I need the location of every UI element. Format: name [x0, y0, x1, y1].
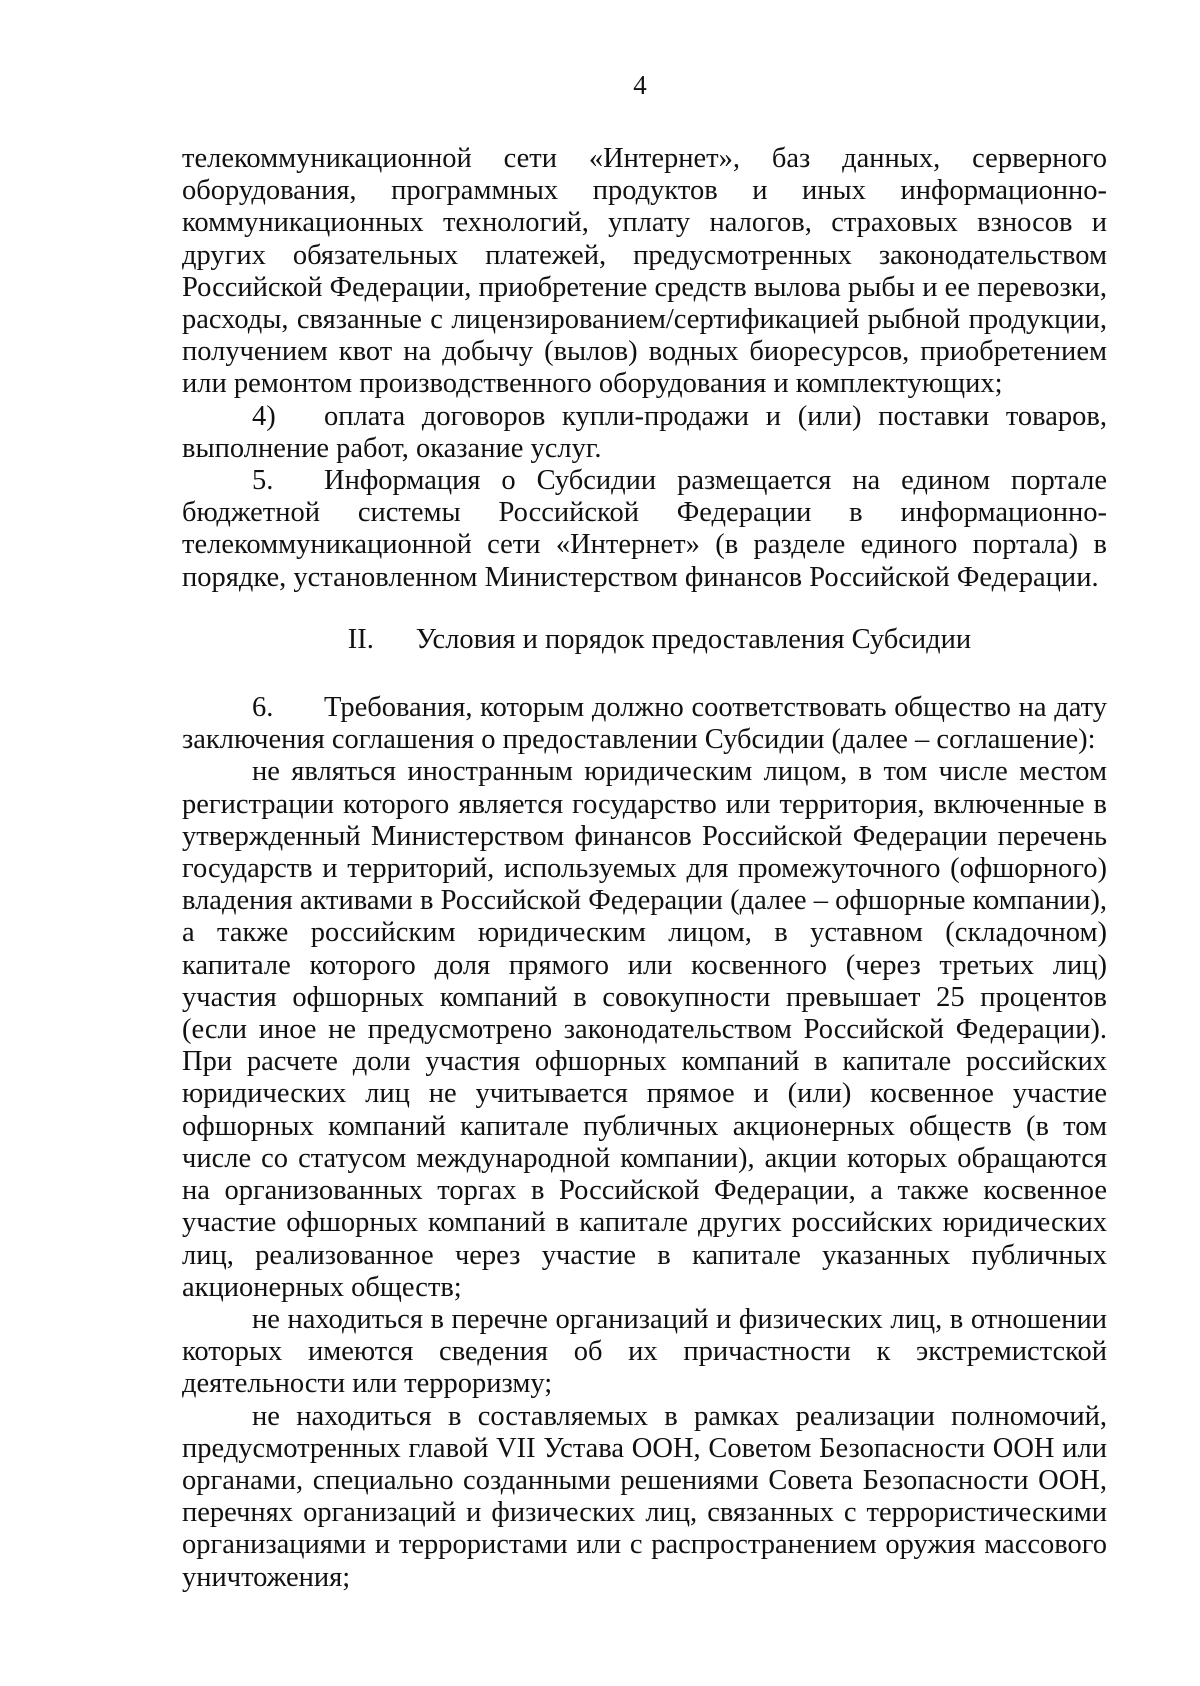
document-body	[182, 143, 1107, 1594]
item-number: 4)	[252, 400, 276, 432]
paragraph-item-4	[182, 401, 1107, 465]
paragraph-requirement-offshore: не являться иностранным юридическим лицом, в том числе местом регистрации которого является государство или территория, включенные в утвержденный Министерством финансов Российской Федерации перечень государств и территорий, используемых для промежуточного (офшорного) владения активами в Российской Федерации (далее – офшорные компании), а также российским юридическим лицом, в уставном (складочном) капитале которого доля прямого или косвенного (через третьих лиц) участия офшорных компаний в совокупности превышает 25 процентов (если иное не предусмотрено законодательством Российской Федерации). При расчете доли участия офшорных компаний в капитале российских юридических лиц не учитывается прямое и (или) косвенное участие офшорных компаний капитале публичных акционерных обществ (в том числе со статусом международной компании), акции которых обращаются на организованных торгах в Российской Федерации, а также косвенное участие офшорных компаний в капитале других российских юридических лиц, реализованное через участие в капитале указанных публичных акционерных обществ;	[182, 756, 1107, 1303]
item-number: 5.	[252, 465, 274, 497]
item-text: оплата договоров купли-продажи и (или) поставки товаров, выполнение работ, оказание услуг.	[182, 400, 1107, 464]
section-heading	[182, 624, 1107, 656]
paragraph-item-6	[182, 692, 1107, 756]
item-text: Информация о Субсидии размещается на едином портале бюджетной системы Российской Федерации в информационно-телекоммуникационной сети «Интернет» (в разделе единого портала) в порядке, установленном Министерством финансов Российской Федерации.	[182, 465, 1107, 593]
item-text: Требования, которым должно соответствовать общество на дату заключения соглашения о предоставлении Субсидии (далее – соглашение):	[182, 692, 1107, 756]
item-number: 6.	[252, 692, 274, 724]
paragraph-requirement-extremism: не находиться в перечне организаций и физических лиц, в отношении которых имеются сведения об их причастности к экстремистской деятельности или терроризму;	[182, 1303, 1107, 1400]
paragraph-item-5	[182, 465, 1107, 594]
section-number: II.	[347, 623, 374, 655]
paragraph-requirement-un-lists: не находиться в составляемых в рамках реализации полномочий, предусмотренных главой VII Устава ООН, Советом Безопасности ООН или органами, специально созданными решениями Совета Безопасности ООН, перечнях организаций и физических лиц, связанных с террористическими организациями и террористами или с распространением оружия массового уничтожения;	[182, 1400, 1107, 1593]
section-title: Условия и порядок предоставления Субсидии	[415, 623, 972, 655]
paragraph-continuation: телекоммуникационной сети «Интернет», баз данных, серверного оборудования, программных продуктов и иных информационно-коммуникационных технологий, уплату налогов, страховых взносов и других обязательных платежей, предусмотренных законодательством Российской Федерации, приобретение средств вылова рыбы и ее перевозки, расходы, связанные с лицензированием/сертификацией рыбной продукции, получением квот на добычу (вылов) водных биоресурсов, приобретением или ремонтом производственного оборудования и комплектующих;	[182, 143, 1107, 400]
page-number: 4	[633, 70, 647, 100]
